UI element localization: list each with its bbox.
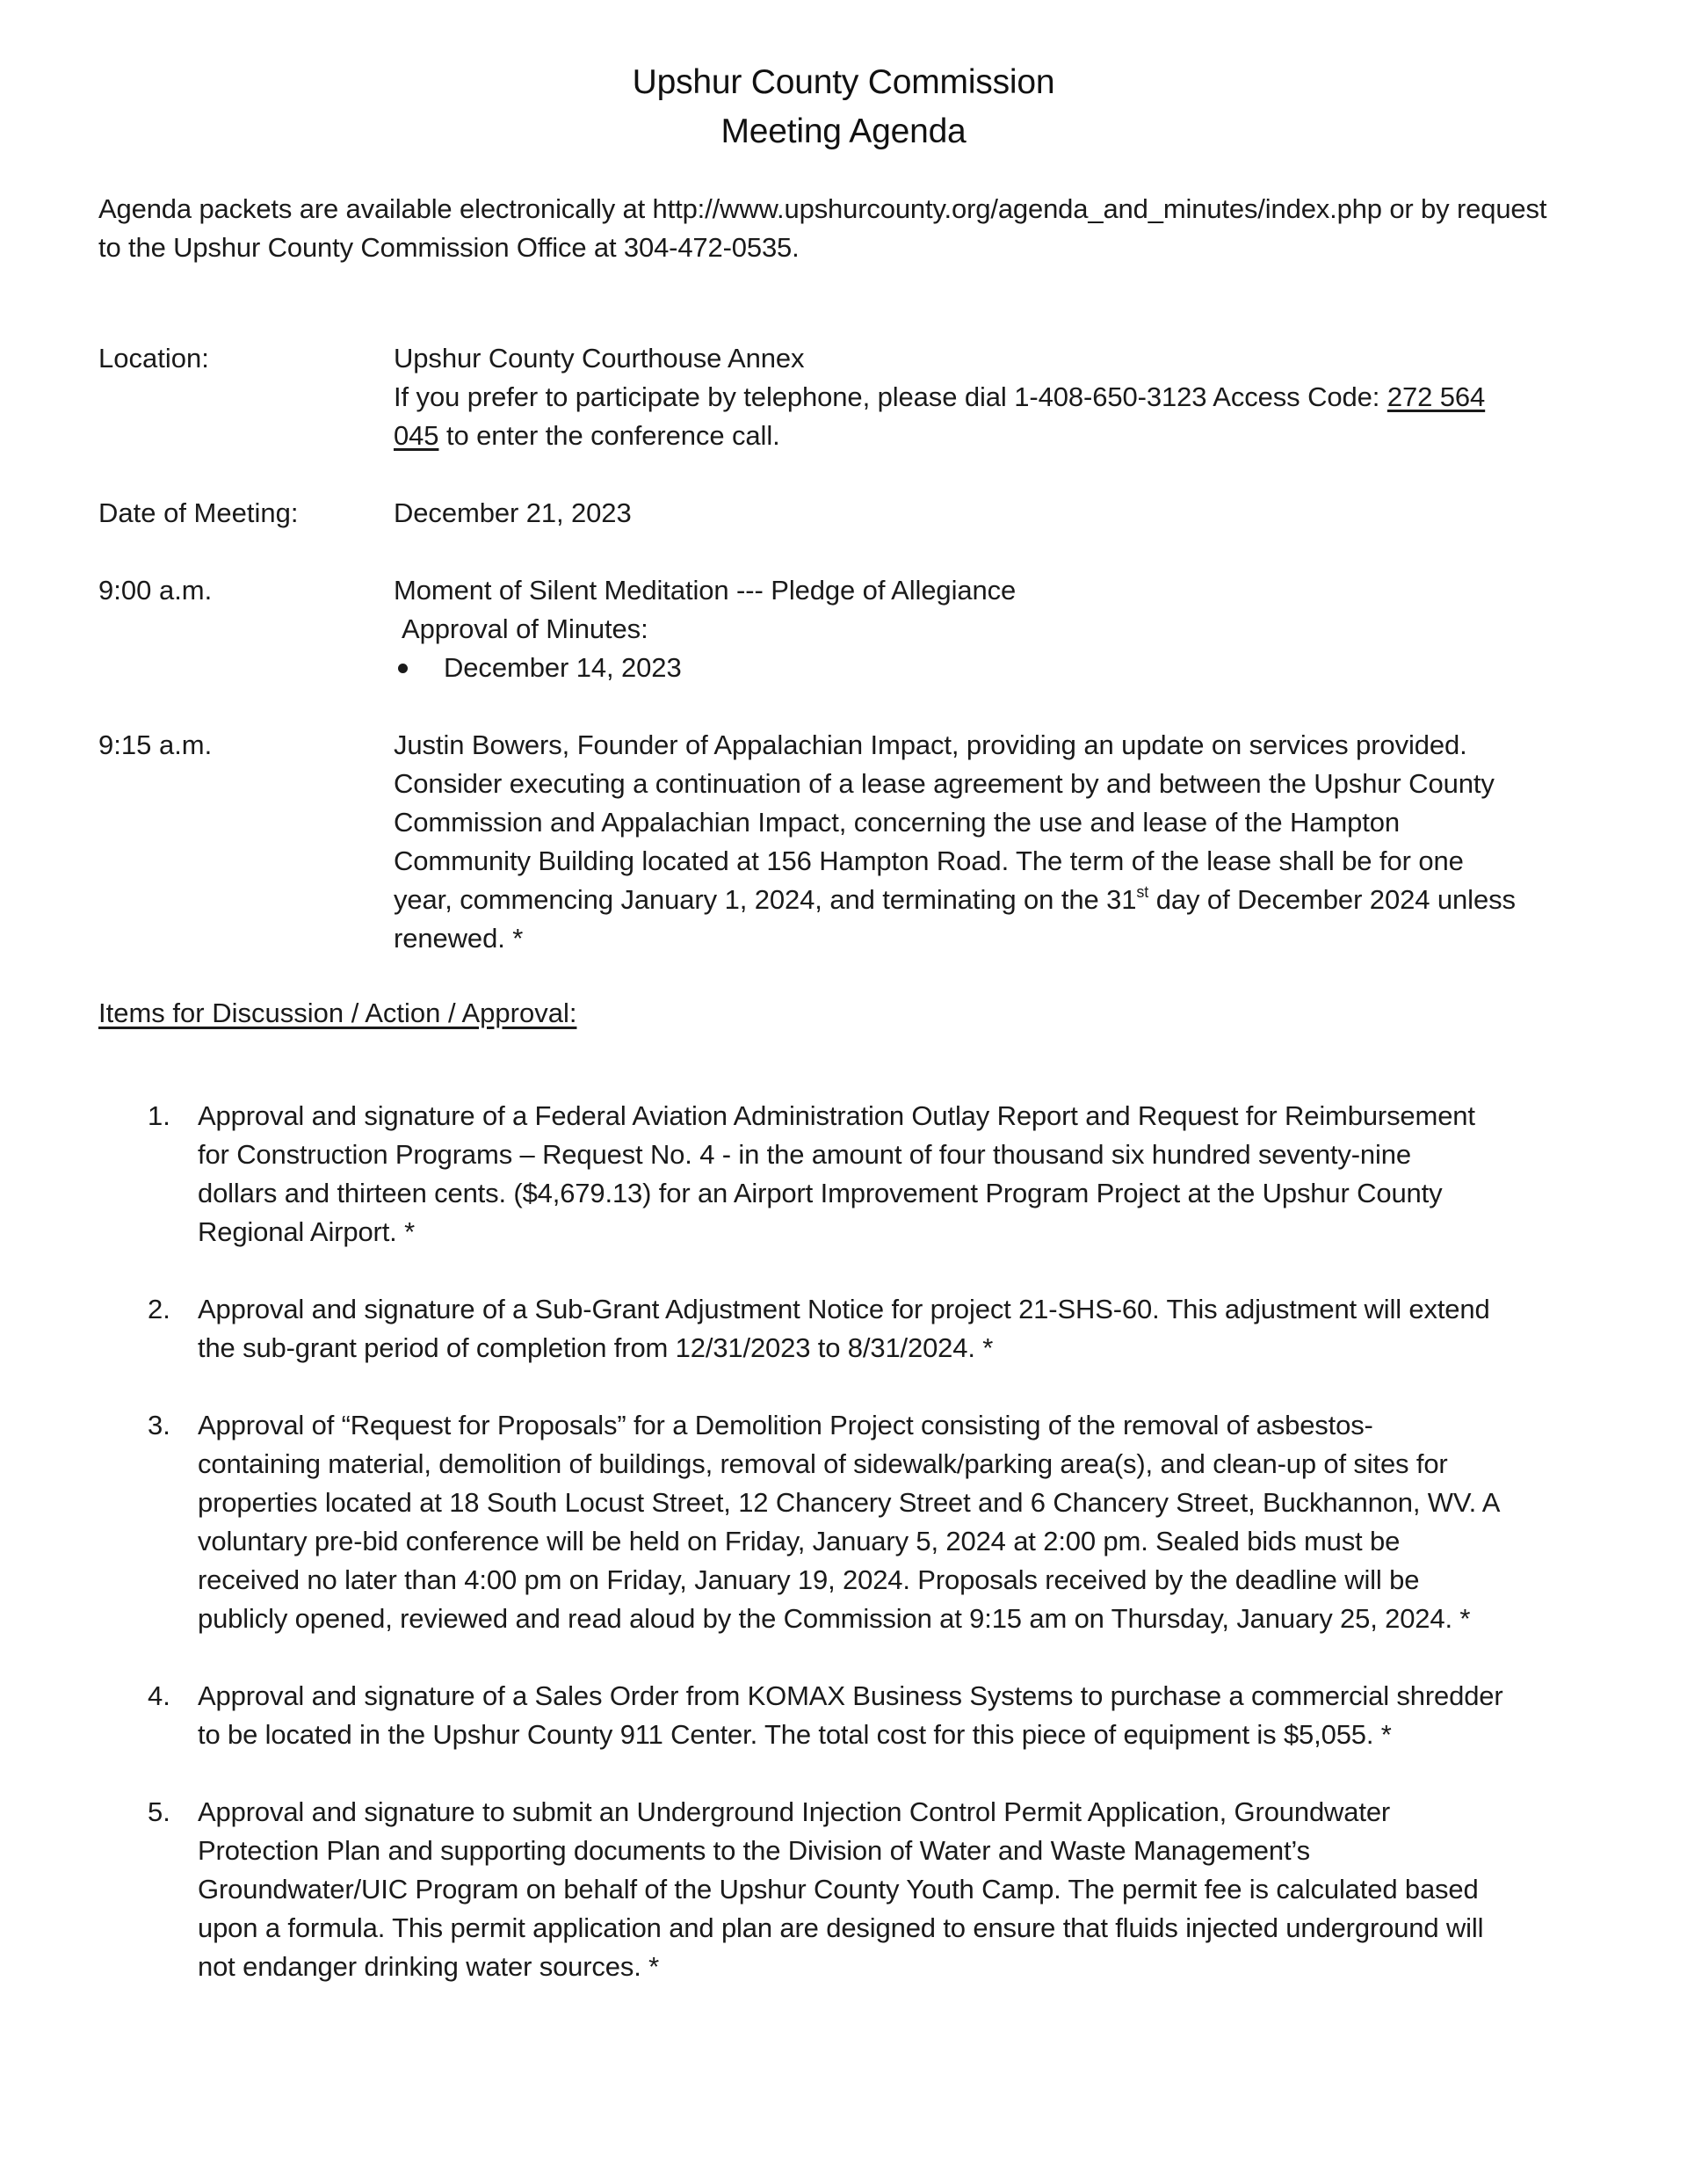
- item-line: to be located in the Upshur County 911 Center. The total cost for this piece of equipment is $5,055. *: [198, 1719, 1392, 1750]
- intro-line-2: to the Upshur County Commission Office at 304-472-0535.: [98, 232, 800, 263]
- location-phone-line: [394, 378, 1485, 417]
- schedule-line: Approval of Minutes:: [402, 613, 648, 644]
- item-number: 2.: [148, 1294, 170, 1324]
- item-number: 1.: [148, 1100, 170, 1131]
- location-venue: Upshur County Courthouse Annex: [394, 343, 805, 374]
- location-label: Location:: [98, 343, 209, 374]
- location-phone-line-2: [394, 417, 780, 455]
- item-line: Approval and signature to submit an Underground Injection Control Permit Application, Groundwater: [198, 1796, 1391, 1827]
- meeting-date-label: Date of Meeting:: [98, 497, 299, 528]
- item-line: Protection Plan and supporting documents to the Division of Water and Waste Management’s: [198, 1835, 1310, 1866]
- intro-line-1: Agenda packets are available electronically at http://www.upshurcounty.org/agenda_and_minutes/index.php or by request: [98, 193, 1547, 224]
- schedule-line: Moment of Silent Meditation --- Pledge of Allegiance: [394, 575, 1017, 606]
- item-line: not endanger drinking water sources. *: [198, 1951, 660, 1982]
- schedule-line: renewed. *: [394, 923, 524, 954]
- schedule-time: 9:15 a.m.: [98, 729, 213, 760]
- item-line: Regional Airport. *: [198, 1216, 416, 1247]
- item-line: upon a formula. This permit application and plan are designed to ensure that fluids injected underground will: [198, 1912, 1484, 1943]
- item-number: 3.: [148, 1410, 170, 1440]
- meeting-date-value: December 21, 2023: [394, 497, 632, 528]
- document-title: Upshur County Commission: [632, 63, 1055, 101]
- item-line: Approval and signature of a Sales Order from KOMAX Business Systems to purchase a commercial shredder: [198, 1680, 1503, 1711]
- lease-term-text-end: day of December 2024 unless: [1148, 884, 1516, 915]
- phone-instructions: If you prefer to participate by telephone, please dial 1-408-650-3123 Access Code:: [394, 381, 1387, 412]
- item-line: publicly opened, reviewed and read aloud by the Commission at 9:15 am on Thursday, January 25, 2024. *: [198, 1603, 1471, 1634]
- item-line: containing material, demolition of buildings, removal of sidewalk/parking area(s), and clean-up of sites for: [198, 1448, 1448, 1479]
- schedule-line: Commission and Appalachian Impact, concerning the use and lease of the Hampton: [394, 807, 1401, 838]
- discussion-heading: Items for Discussion / Action / Approval:: [98, 998, 577, 1028]
- item-line: received no later than 4:00 pm on Friday, January 19, 2024. Proposals received by the deadline will be: [198, 1564, 1420, 1595]
- access-code-part2: 045: [394, 420, 439, 451]
- access-code-part1: 272 564: [1387, 381, 1486, 412]
- item-line: Approval of “Request for Proposals” for a Demolition Project consisting of the removal of asbestos-: [198, 1410, 1373, 1440]
- item-line: Groundwater/UIC Program on behalf of the Upshur County Youth Camp. The permit fee is calculated based: [198, 1874, 1479, 1905]
- schedule-time: 9:00 a.m.: [98, 575, 213, 606]
- item-line: Approval and signature of a Federal Aviation Administration Outlay Report and Request for Reimbursement: [198, 1100, 1475, 1131]
- lease-term-text: year, commencing January 1, 2024, and terminating on the 31: [394, 884, 1137, 915]
- item-line: voluntary pre-bid conference will be held on Friday, January 5, 2024 at 2:00 pm. Sealed bids must be: [198, 1526, 1401, 1556]
- item-number: 4.: [148, 1680, 170, 1711]
- item-number: 5.: [148, 1796, 170, 1827]
- conference-call-suffix: to enter the conference call.: [438, 420, 780, 451]
- item-line: the sub-grant period of completion from 12/31/2023 to 8/31/2024. *: [198, 1332, 994, 1363]
- ordinal-suffix: st: [1136, 882, 1149, 901]
- schedule-line: Community Building located at 156 Hampton Road. The term of the lease shall be for one: [394, 845, 1464, 876]
- document-subtitle: Meeting Agenda: [720, 112, 967, 150]
- item-line: Approval and signature of a Sub-Grant Adjustment Notice for project 21-SHS-60. This adjustment will extend: [198, 1294, 1490, 1324]
- item-line: for Construction Programs – Request No. 4 - in the amount of four thousand six hundred seventy-nine: [198, 1139, 1411, 1170]
- item-line: dollars and thirteen cents. ($4,679.13) for an Airport Improvement Program Project at the Upshur County: [198, 1178, 1443, 1208]
- item-line: properties located at 18 South Locust Street, 12 Chancery Street and 6 Chancery Street, Buckhannon, WV. A: [198, 1487, 1501, 1518]
- minutes-date-item: December 14, 2023: [444, 652, 682, 683]
- bullet-icon: [398, 664, 408, 673]
- schedule-line: Justin Bowers, Founder of Appalachian Impact, providing an update on services provided.: [394, 729, 1467, 760]
- schedule-line: Consider executing a continuation of a lease agreement by and between the Upshur County: [394, 768, 1495, 799]
- schedule-line: [394, 881, 1516, 919]
